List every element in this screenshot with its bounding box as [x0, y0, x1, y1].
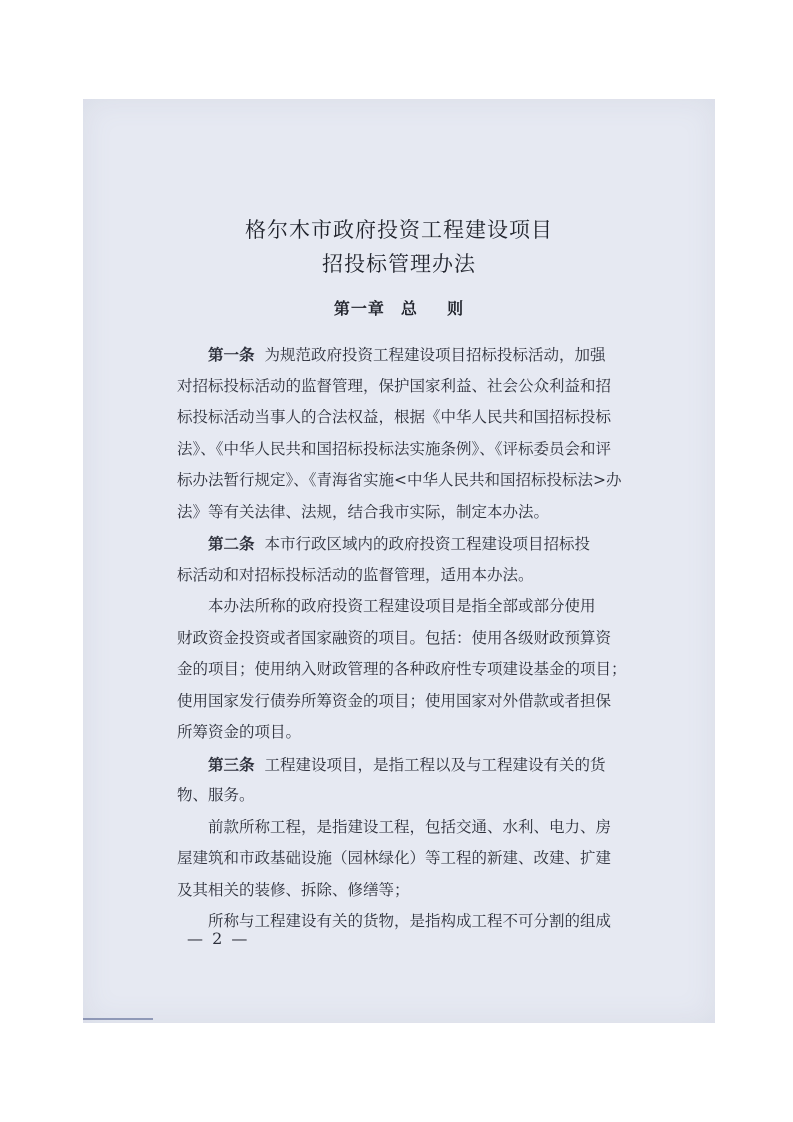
scanned-page	[83, 99, 715, 1023]
article-label: 第二条	[208, 534, 255, 553]
text-line: 标活动和对招标投标活动的监督管理，适用本办法。	[177, 565, 534, 584]
text-line: 使用国家发行债券所筹资金的项目；使用国家对外借款或者担保	[177, 691, 612, 710]
text-line: 本市行政区域内的政府投资工程建设项目招标投	[264, 535, 591, 553]
text-line: 金的项目；使用纳入财政管理的各种政府性专项建设基金的项目；	[177, 660, 627, 678]
page-number: — 2 —	[187, 929, 250, 948]
text-line: 财政资金投资或者国家融资的项目。包括：使用各级财政预算资	[177, 628, 612, 647]
text-line: 法》、《中华人民共和国招标投标法实施条例》、《评标委员会和评	[177, 439, 612, 458]
text-line: 标办法暂行规定》、《青海省实施<中华人民共和国招标投标法>办	[177, 471, 622, 489]
chapter-name: 总 则	[400, 299, 465, 318]
chapter-label: 第一章	[333, 299, 385, 318]
paragraph-line	[177, 749, 639, 781]
text-line: 标投标活动当事人的合法权益，根据《中华人民共和国招标投标	[177, 408, 612, 426]
text-line: 法》等有关法律、法规，结合我市实际，制定本办法。	[177, 502, 550, 521]
document-title-line-1: 格尔木市政府投资工程建设项目	[245, 218, 553, 242]
text-line: 物、服务。	[177, 786, 255, 804]
text-line: 前款所称工程，是指建设工程，包括交通、水利、电力、房	[208, 817, 612, 836]
text-line: 所称与工程建设有关的货物，是指构成工程不可分割的组成	[208, 912, 612, 930]
text-line: 所筹资金的项目。	[177, 723, 302, 741]
scan-edge-mark	[83, 1018, 153, 1020]
article-label: 第三条	[208, 754, 255, 774]
text-line: 为规范政府投资工程建设项目招标投标活动，加强	[264, 346, 606, 364]
document-title-line-2: 招投标管理办法	[322, 252, 476, 276]
text-line: 工程建设项目，是指工程以及与工程建设有关的货	[264, 755, 606, 774]
paragraph-line	[177, 528, 639, 560]
chapter-heading	[83, 296, 715, 319]
article-label: 第一条	[208, 345, 255, 364]
text-line: 屋建筑和市政基础设施（园林绿化）等工程的新建、改建、扩建	[177, 849, 612, 867]
text-line: 本办法所称的政府投资工程建设项目是指全部或部分使用	[208, 597, 596, 615]
paragraph-line	[177, 339, 639, 371]
document-body	[177, 339, 639, 938]
text-line: 及其相关的装修、拆除、修缮等；	[177, 880, 410, 899]
text-line: 对招标投标活动的监督管理，保护国家利益、社会公众利益和招	[177, 376, 612, 395]
